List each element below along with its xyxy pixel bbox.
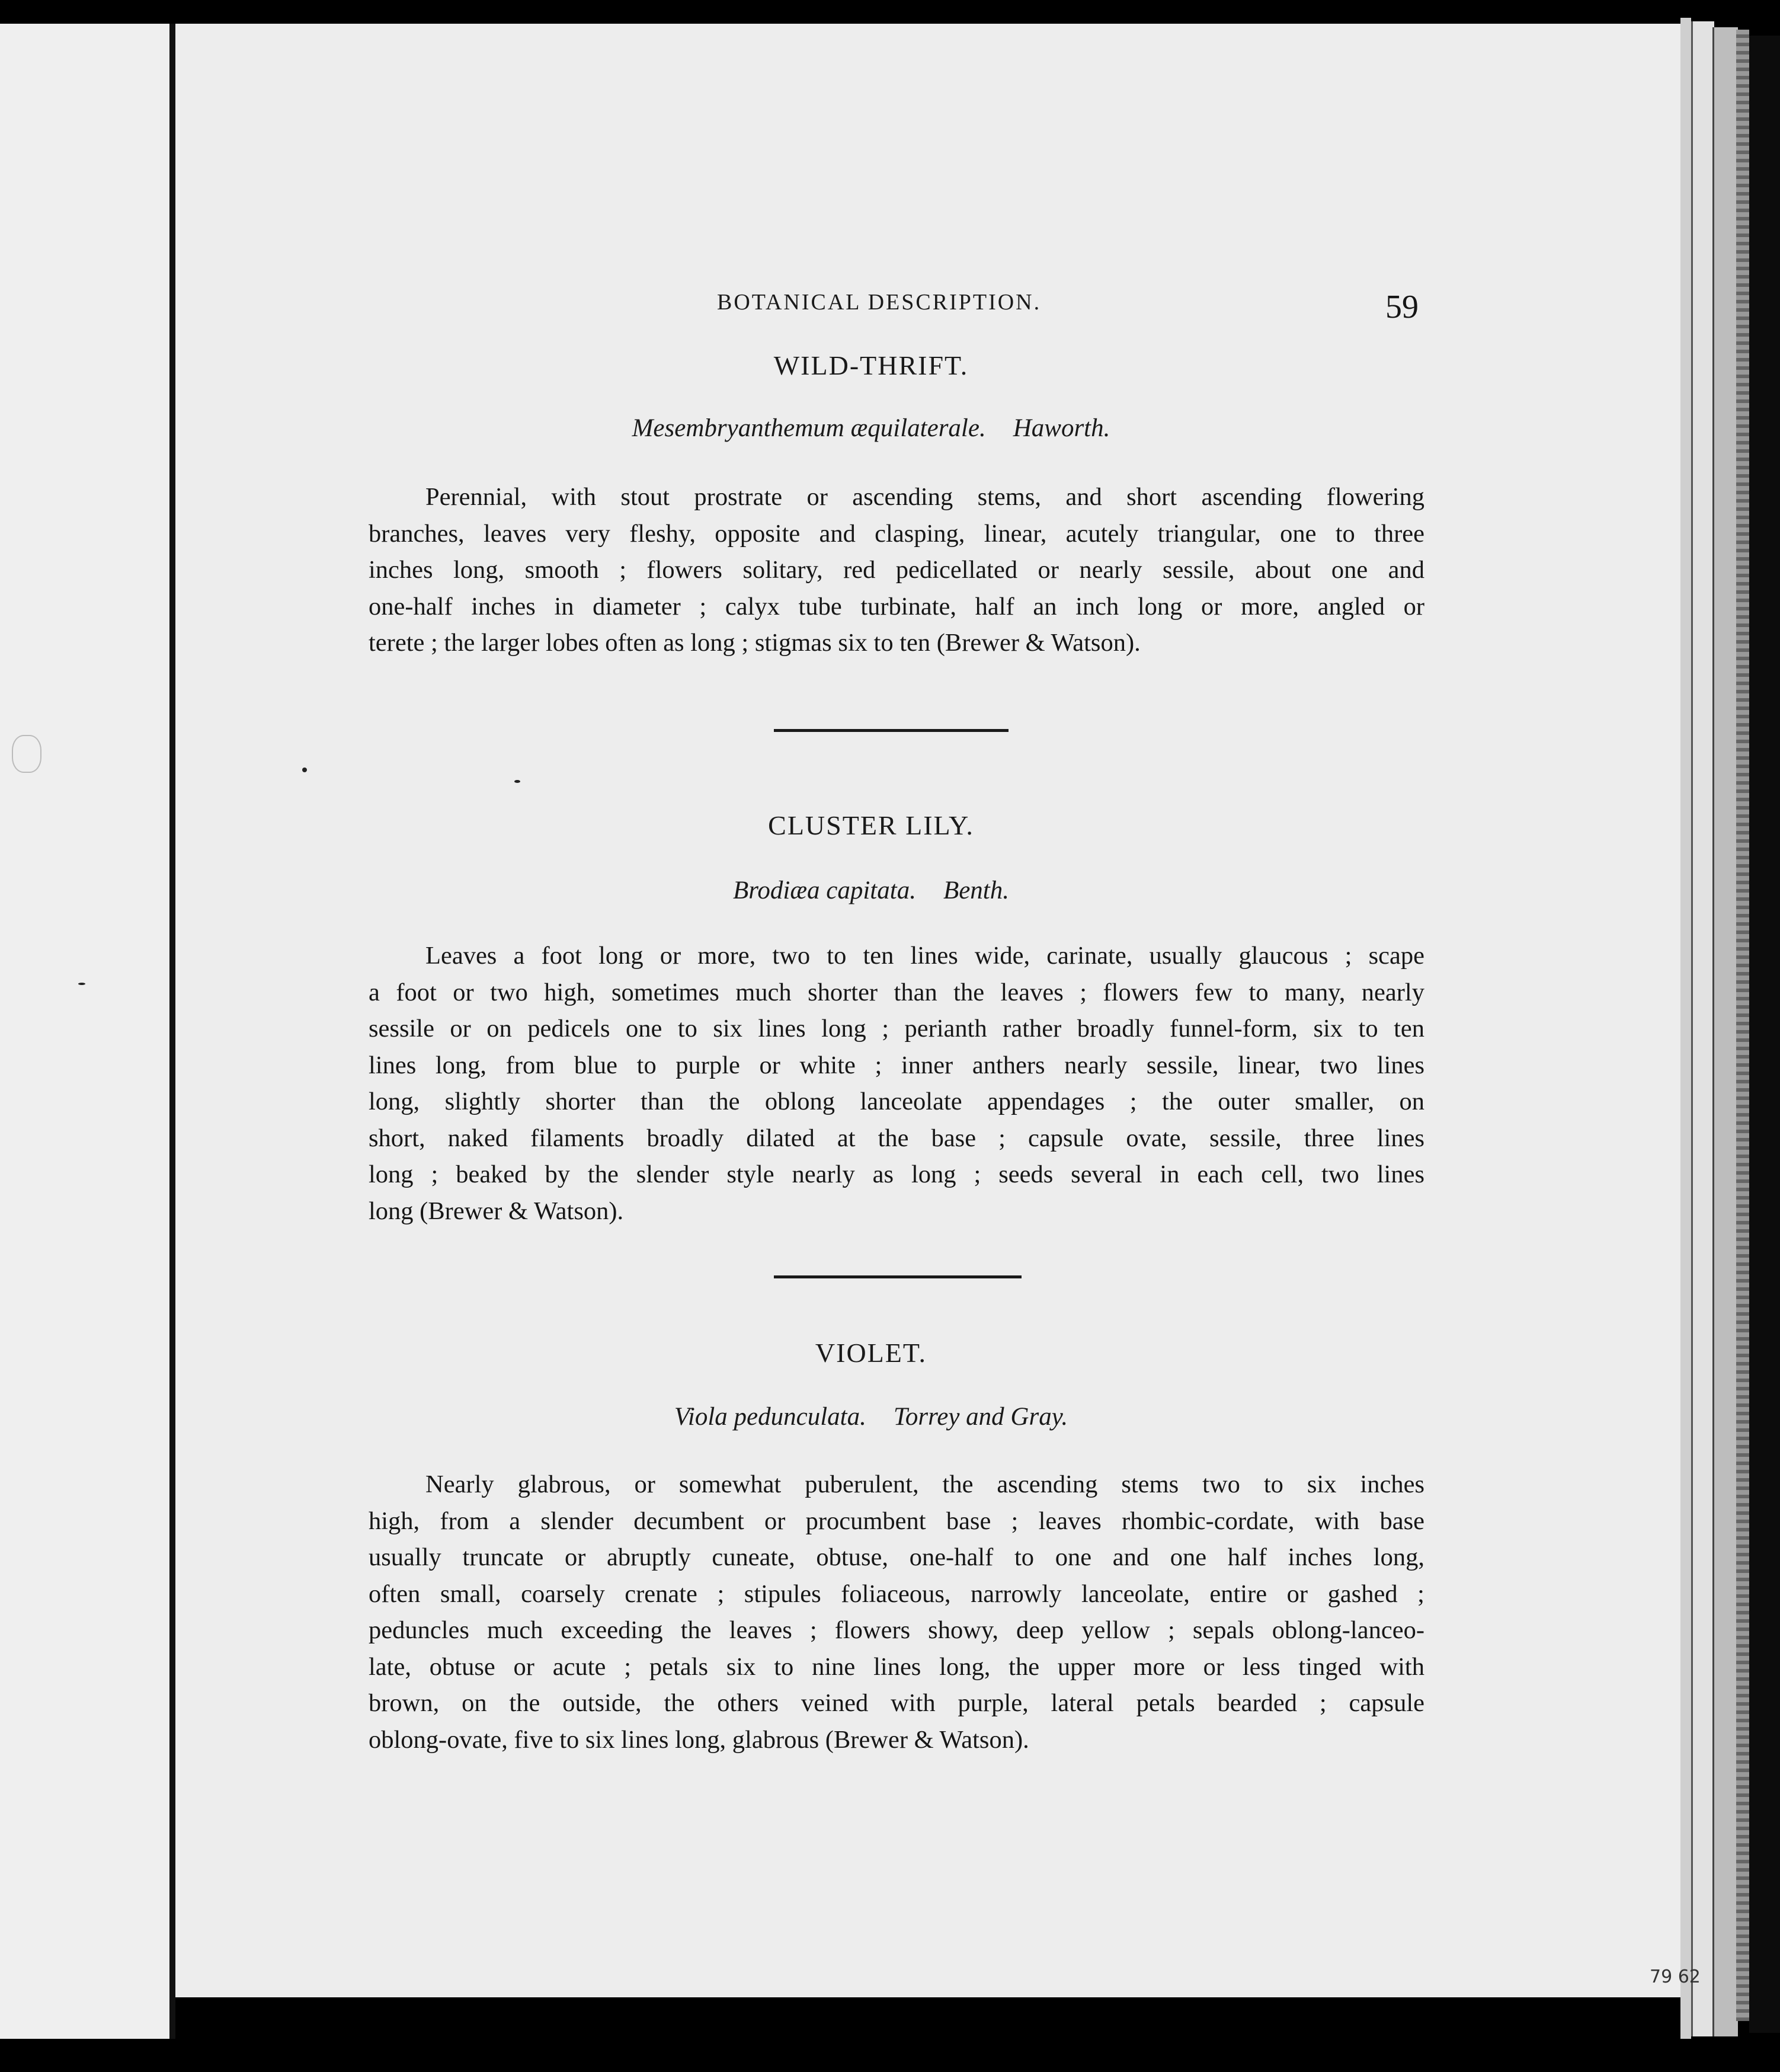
botanical-author: Benth. [943,877,1010,904]
description-line: terete ; the larger lobes often as long ; stigmas six to ten (Brewer & Watson). [369,629,1141,657]
description-line: late, obtuse or acute ; petals six to nine lines long, the upper more or less tinged with [369,1652,1424,1681]
description-line: a foot or two high, sometimes much shorter than the leaves ; flowers few to many, nearly [369,978,1424,1006]
description-line: Nearly glabrous, or somewhat puberulent, the ascending stems two to six inches [425,1470,1424,1498]
scan-speck [78,983,85,985]
left-page-stain [12,735,41,773]
botanical-name-line [332,414,1410,443]
section-divider-rule [774,729,1009,732]
section-title-violet: VIOLET. [815,1338,927,1368]
description-line: long, slightly shorter than the oblong lanceolate appendages ; the outer smaller, on [369,1088,1424,1115]
botanical-name-line [332,1402,1410,1431]
description-line: one-half inches in diameter ; calyx tube turbinate, half an inch long or more, angled or [369,592,1424,621]
page-edge [1680,18,1691,2039]
section-divider-rule [774,1275,1022,1278]
scan-background-edge [1749,36,1780,2033]
description-line: sessile or on pedicels one to six lines long ; perianth rather broadly funnel-form, six to ten [369,1015,1424,1043]
book-gutter [169,24,175,2039]
page-number: 59 [1385,289,1419,325]
botanical-name: Mesembryanthemum æquilaterale. [632,414,986,442]
description-line: peduncles much exceeding the leaves ; flowers showy, deep yellow ; sepals oblong-lanceo- [369,1616,1424,1644]
description-line: long ; beaked by the slender style nearly as long ; seeds several in each cell, two lines [369,1160,1424,1188]
description-line: short, naked filaments broadly dilated at the base ; capsule ovate, sessile, three lines [369,1124,1424,1152]
description-line: often small, coarsely crenate ; stipules foliaceous, narrowly lanceolate, entire or gashed ; [369,1579,1424,1608]
botanical-name-line [332,876,1410,905]
description-line: usually truncate or abruptly cuneate, obtuse, one-half to one and one half inches long, [369,1543,1424,1571]
section-title-wild-thrift: WILD-THRIFT. [773,350,969,380]
book-cover-marbled-edge [1736,30,1749,2021]
description-line: lines long, from blue to purple or white ; inner anthers nearly sessile, linear, two lines [369,1051,1424,1079]
description-line: branches, leaves very fleshy, opposite and clasping, linear, acutely triangular, one to three [369,519,1424,548]
description-paragraph-violet [369,1466,1424,1758]
scan-speck [302,768,307,772]
left-page-edge [0,24,169,2039]
description-line: brown, on the outside, the others veined with purple, lateral petals bearded ; capsule [369,1689,1424,1717]
botanical-name: Viola pedunculata. [674,1403,866,1431]
book-cover-edge-inner [1712,27,1738,2036]
section-title-cluster-lily: CLUSTER LILY. [768,810,974,840]
description-paragraph-wild-thrift [369,479,1424,661]
description-line: oblong-ovate, five to six lines long, glabrous (Brewer & Watson). [369,1725,1029,1754]
book-cover-edge [1691,21,1714,2036]
description-line: Leaves a foot long or more, two to ten lines wide, carinate, usually glaucous ; scape [425,942,1424,970]
description-line: high, from a slender decumbent or procumbent base ; leaves rhombic-cordate, with base [369,1507,1424,1535]
description-paragraph-cluster-lily [369,938,1424,1229]
description-line: inches long, smooth ; flowers solitary, red pedicellated or nearly sessile, about one and [369,556,1424,584]
botanical-author: Haworth. [1013,414,1110,442]
botanical-name: Brodiæa capitata. [732,877,916,904]
scan-speck [514,780,520,783]
pencil-margin-note: 79 62 [1650,1967,1701,1987]
botanical-author: Torrey and Gray. [893,1403,1068,1431]
description-line: long (Brewer & Watson). [369,1197,624,1225]
description-line: Perennial, with stout prostrate or ascending stems, and short ascending flowering [425,483,1424,511]
running-head: BOTANICAL DESCRIPTION. [717,290,1042,315]
